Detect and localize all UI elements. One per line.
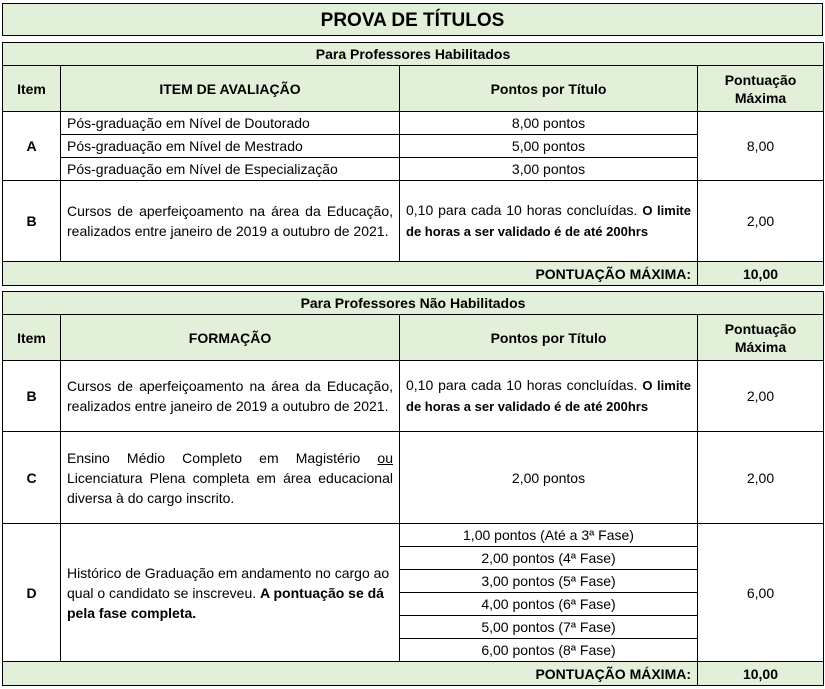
points-text: 0,10 para cada 10 horas concluídas.	[406, 377, 638, 393]
header-description: ITEM DE AVALIAÇÃO	[61, 66, 400, 112]
total-label: PONTUAÇÃO MÁXIMA:	[3, 262, 698, 286]
points-note: O limite de horas a ser validado é de até 200hrs	[406, 203, 691, 239]
row-description: Cursos de aperfeiçoamento na área da Educação, realizados entre janeiro de 2019 a outubro de 2021.	[61, 181, 400, 262]
desc-note: A pontuação se dá pela fase completa.	[67, 584, 384, 621]
row-max: 6,00	[698, 524, 824, 662]
table-row	[3, 432, 824, 524]
item-code: C	[3, 432, 61, 524]
table-row	[3, 181, 824, 262]
row-description	[61, 524, 400, 662]
row-max: 2,00	[698, 361, 824, 432]
points-text: 0,10 para cada 10 horas concluídas.	[406, 202, 638, 218]
item-code: A	[3, 112, 61, 181]
section-heading: Para Professores Habilitados	[3, 43, 824, 66]
header-max-line1: Pontuação	[724, 320, 797, 337]
item-code: B	[3, 361, 61, 432]
row-points: 8,00 pontos	[400, 112, 698, 135]
row-points: 5,00 pontos	[400, 135, 698, 158]
header-max-line2: Máxima	[734, 338, 787, 355]
total-label: PONTUAÇÃO MÁXIMA:	[3, 662, 698, 686]
row-points: 2,00 pontos	[400, 432, 698, 524]
row-max: 2,00	[698, 432, 824, 524]
header-points: Pontos por Título	[400, 66, 698, 112]
phase-points: 1,00 pontos (Até a 3ª Fase)	[400, 524, 698, 547]
total-row	[3, 662, 824, 686]
desc-text: Histórico de Graduação em andamento no cargo ao qual o candidato se inscreveu.	[67, 564, 390, 601]
phase-points: 4,00 pontos (6ª Fase)	[400, 593, 698, 616]
desc-part2: Licenciatura Plena completa em área educacional diversa à do cargo inscrito.	[67, 469, 393, 506]
row-points	[400, 361, 698, 432]
nao-habilitados-table	[2, 291, 824, 686]
row-description: Pós-graduação em Nível de Doutorado	[61, 112, 400, 135]
row-max: 8,00	[698, 112, 824, 181]
row-description: Pós-graduação em Nível de Mestrado	[61, 135, 400, 158]
header-max-line1: Pontuação	[724, 71, 797, 88]
header-max	[698, 66, 824, 112]
item-code: D	[3, 524, 61, 662]
header-description: FORMAÇÃO	[61, 315, 400, 361]
header-max	[698, 315, 824, 361]
page-title: PROVA DE TÍTULOS	[2, 3, 823, 36]
phase-points: 2,00 pontos (4ª Fase)	[400, 547, 698, 570]
row-points: 3,00 pontos	[400, 158, 698, 181]
row-description: Pós-graduação em Nível de Especialização	[61, 158, 400, 181]
desc-ou: ou	[377, 449, 393, 466]
table-row	[3, 361, 824, 432]
phase-points: 3,00 pontos (5ª Fase)	[400, 570, 698, 593]
phase-points: 5,00 pontos (7ª Fase)	[400, 616, 698, 639]
row-max: 2,00	[698, 181, 824, 262]
row-description	[61, 432, 400, 524]
total-value: 10,00	[698, 262, 824, 286]
item-code: B	[3, 181, 61, 262]
row-description: Cursos de aperfeiçoamento na área da Educação, realizados entre janeiro de 2019 a outubro de 2021.	[61, 361, 400, 432]
total-value: 10,00	[698, 662, 824, 686]
table-row	[3, 112, 824, 135]
document-page	[2, 3, 823, 686]
row-points	[400, 181, 698, 262]
table-row	[3, 524, 824, 547]
desc-part1: Ensino Médio Completo em Magistério	[67, 449, 361, 466]
points-note: O limite de horas a ser validado é de até 200hrs	[406, 378, 691, 414]
header-item: Item	[3, 66, 61, 112]
header-item: Item	[3, 315, 61, 361]
habilitados-table	[2, 42, 824, 286]
phase-points: 6,00 pontos (8ª Fase)	[400, 639, 698, 662]
header-max-line2: Máxima	[734, 89, 787, 106]
section-heading: Para Professores Não Habilitados	[3, 292, 824, 315]
total-row	[3, 262, 824, 286]
header-points: Pontos por Título	[400, 315, 698, 361]
